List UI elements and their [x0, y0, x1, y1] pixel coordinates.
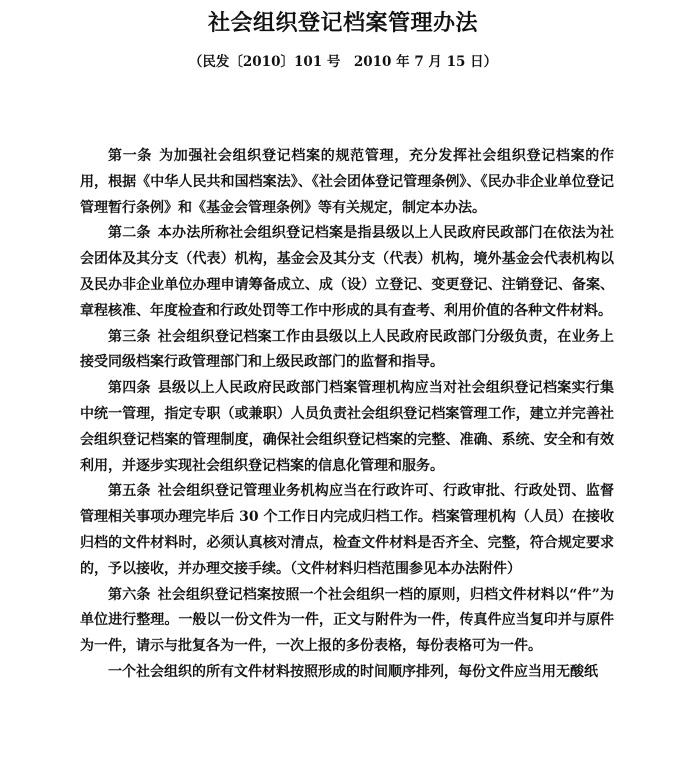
article-text: 县级以上人民政府民政部门档案管理机构应当对社会组织登记档案实行集中统一管理，指定专职（或兼职）人员负责社会组织登记档案管理工作，建立并完善社会组织登记档案的管理制度，确保社会组织登记档案的完整、准确、系统、安全和有效利用，并逐步实现社会组织登记档案的信息化管理和服务。: [80, 380, 615, 474]
article-number: 第三条: [108, 328, 151, 345]
article-number: 第一条: [108, 148, 153, 164]
article-number: 第二条: [108, 225, 151, 242]
article-3: [80, 325, 614, 377]
article-text: 社会组织登记档案按照一个社会组织一档的原则，归档文件材料以“件”为单位进行整理。一般以一份文件为一件，正文与附件为一件，传真件应当复印并与原件为一件，请示与批复各为一件，一次上报的多份表格，每份表格可为一件。: [80, 586, 614, 655]
article-6-continuation: 一个社会组织的所有文件材料按照形成的时间顺序排列，每份文件应当用无酸纸: [108, 663, 598, 680]
article-1: [80, 144, 614, 221]
article-text: 为加强社会组织登记档案的规范管理，充分发挥社会组织登记档案的作用，根据《中华人民共和国档案法》、《社会团体登记管理条例》、《民办非企业单位登记管理暂行条例》和《基金会管理条例》等有关规定，制定本办法。: [80, 148, 615, 216]
article-5: [80, 479, 614, 582]
article-number: 第四条: [108, 380, 151, 397]
article-2: [80, 221, 614, 324]
article-number: 第六条: [108, 586, 151, 603]
document-subtitle: （民发〔2010〕101 号 2010 年 7 月 15 日）: [188, 54, 498, 70]
document-title: 社会组织登记档案管理办法: [207, 10, 478, 36]
article-6: [80, 583, 614, 660]
document-body: [80, 144, 614, 686]
article-number: 第五条: [108, 483, 151, 500]
article-text: 社会组织登记管理业务机构应当在行政许可、行政审批、行政处罚、监督管理相关事项办理完毕后 30 个工作日内完成归档工作。档案管理机构（人员）在接收归档的文件材料时，必须认真核对清点，检查文件材料是否齐全、完整，符合规定要求的，予以接收，并办理交接手续。（文件材料归档范围参见本办法附件）: [80, 483, 615, 577]
article-text: 社会组织登记档案工作由县级以上人民政府民政部门分级负责，在业务上接受同级档案行政管理部门和上级民政部门的监督和指导。: [80, 328, 615, 371]
article-text: 本办法所称社会组织登记档案是指县级以上人民政府民政部门在依法为社会团体及其分支（代表）机构，基金会及其分支（代表）机构，境外基金会代表机构以及民办非企业单位办理申请筹备成立、成（设）立登记、变更登记、注销登记、备案、章程核准、年度检查和行政处罚等工作中形成的具有查考、利用价值的各种文件材料。: [80, 225, 615, 319]
article-4: [80, 376, 614, 479]
